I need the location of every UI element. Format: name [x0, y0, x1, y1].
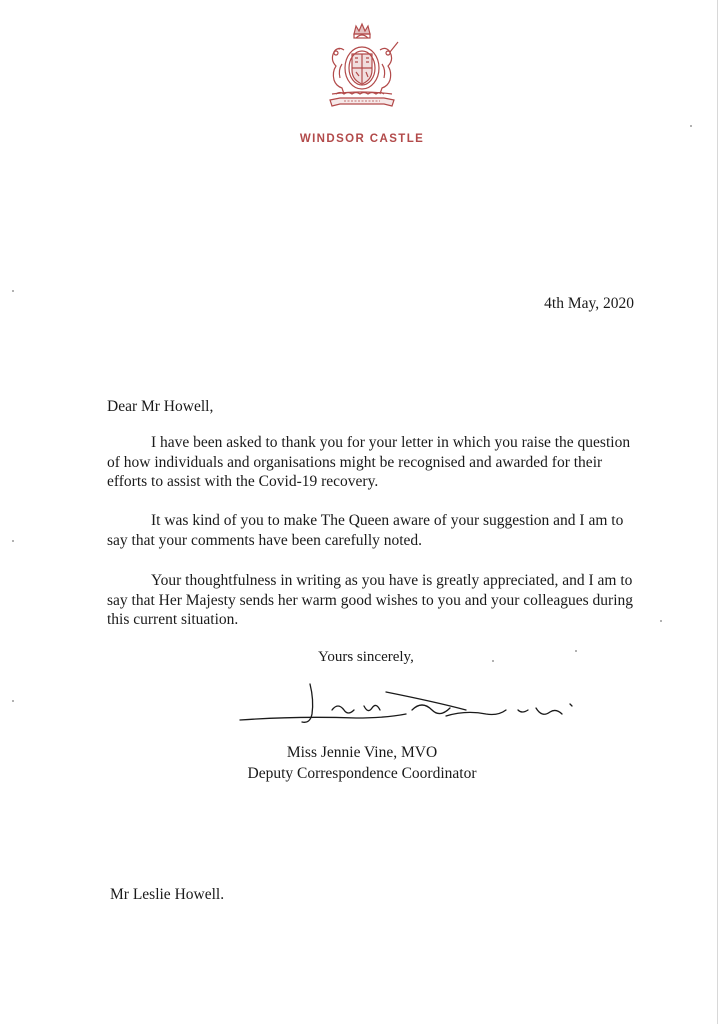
- addressee: Mr Leslie Howell.: [110, 886, 225, 903]
- scan-edge-line: [717, 0, 718, 1024]
- signer-title: Deputy Correspondence Coordinator: [247, 765, 477, 782]
- paragraph-text: I have been asked to thank you for your letter in which you raise the question of how individuals and organisations might be recognised and awarded for their efforts to assist with the Covid-19 recovery.: [107, 434, 631, 490]
- paragraph-text: Your thoughtfulness in writing as you have is greatly appreciated, and I am to say that Her Majesty sends her warm good wishes to you and your colleagues during this current situation.: [107, 572, 634, 628]
- letter-date: 4th May, 2020: [544, 295, 634, 312]
- signer-name: Miss Jennie Vine, MVO: [286, 744, 438, 761]
- paragraph-text: It was kind of you to make The Queen aware of your suggestion and I am to say that your comments have been carefully noted.: [107, 512, 624, 549]
- scan-speck: [12, 540, 14, 542]
- scan-speck: [12, 290, 14, 292]
- royal-coat-of-arms-icon: [316, 20, 408, 112]
- body-paragraph: [107, 511, 637, 550]
- closing: Yours sincerely,: [318, 649, 414, 665]
- scan-speck: [660, 620, 662, 622]
- body-paragraph: [107, 571, 637, 630]
- letterhead-location: WINDSOR CASTLE: [299, 133, 425, 145]
- scan-speck: [12, 700, 14, 702]
- body-paragraph: [107, 433, 637, 492]
- scan-speck: [690, 125, 692, 127]
- salutation: Dear Mr Howell,: [107, 398, 214, 415]
- scan-speck: [492, 660, 494, 662]
- handwritten-signature: [236, 680, 596, 740]
- scan-speck: [575, 650, 577, 652]
